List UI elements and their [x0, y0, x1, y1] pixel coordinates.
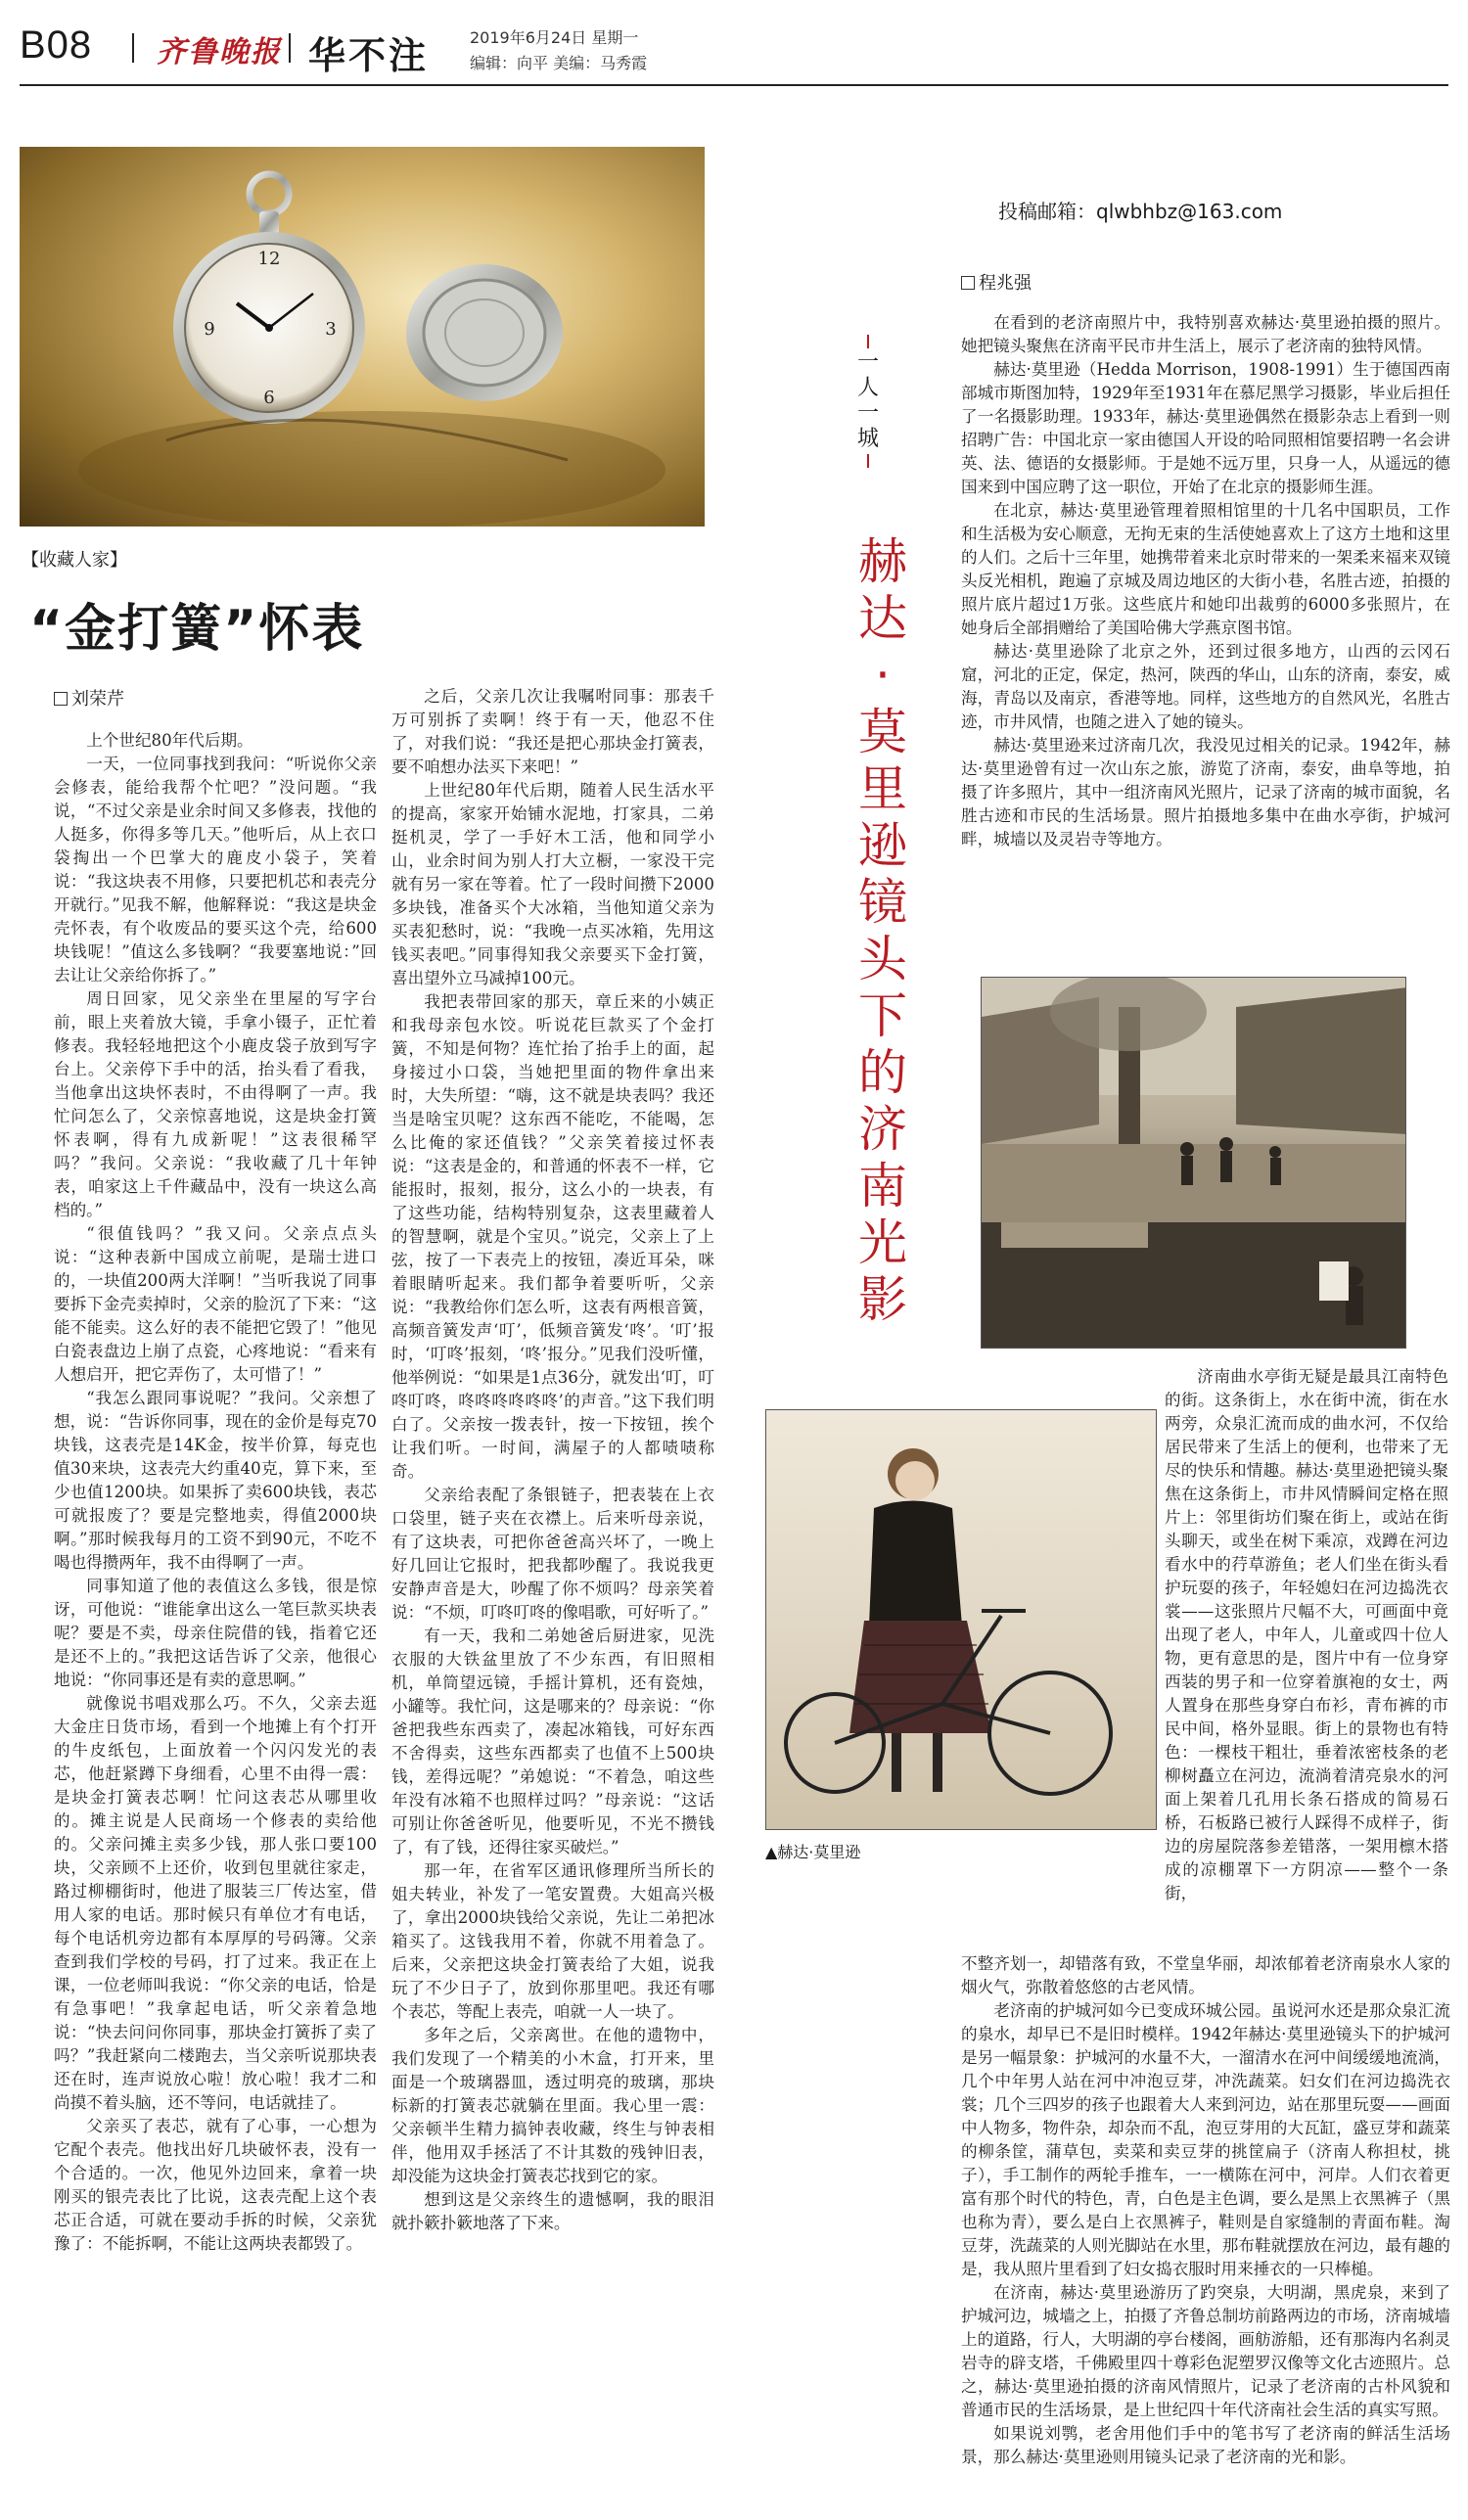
article-headline: “金打簧”怀表	[29, 600, 365, 659]
column-tag: 【收藏人家】	[22, 550, 127, 571]
article-column-1	[54, 729, 377, 2505]
paragraph: 父亲给表配了条银链子，把表装在上衣口袋里，链子夹在衣襟上。后来听母亲说，有了这块表，可把你爸爸高兴坏了，一晚上好几回让它报时，把我都吵醒了。我说我更安静声音是大，吵醒了你不烦吗？母亲笑着说：“不烦，叮咚叮咚的像唱歌，可好听了。”	[391, 1486, 714, 1622]
section-title: 华不注	[308, 34, 430, 77]
author-byline	[54, 685, 124, 710]
paragraph: 想到这是父亲终生的遗憾啊，我的眼泪就扑簌扑簌地落了下来。	[391, 2190, 714, 2232]
author-name: 程兆强	[979, 273, 1032, 294]
photo-caption: ▲赫达·莫里逊	[765, 1843, 861, 1861]
paragraph: 不整齐划一，却错落有致，不堂皇华丽，却浓郁着老济南泉水人家的烟火气，弥散着悠悠的古老风情。	[961, 1954, 1450, 1996]
paragraph: 赫达·莫里逊来过济南几次，我没见过相关的记录。1942年，赫达·莫里逊曾有过一次山东之旅，游览了济南，泰安，曲阜等地，拍摄了许多照片，其中一组济南风光照片，记录了济南的城市面貌，名胜古迹和市民的生活场景。照片拍摄地多集中在曲水亭街，护城河畔，城墙以及灵岩寺等地方。	[961, 736, 1450, 848]
page-header	[20, 18, 1448, 86]
divider	[289, 33, 291, 63]
paragraph: “很值钱吗？”我又问。父亲点点头说：“这种表新中国成立前呢，是瑞士进口的，一块值200两大洋啊！”当听我说了同事要拆下金壳卖掉时，父亲的脸沉了下来：“这能不能卖。这么好的表不能把它毁了！”他见白瓷表盘边上崩了点瓷，心疼地说：“看来有人想启开，把它弄伤了，太可惜了！”	[54, 1224, 377, 1384]
paragraph: “我怎么跟同事说呢？”我问。父亲想了想，说：“告诉你同事，现在的金价是每克70块钱，这表壳是14K金，按半价算，每克也值30来块，这表壳大约重40克，算下来，至少也值1200块。如果拆了卖600块钱，表芯可就报废了？要是完整地卖，得值2000块啊。”那时候我每月的工资不到90元，不吃不喝也得攒两年，我不由得啊了一声。	[54, 1389, 377, 1572]
article-column-top	[961, 311, 1450, 969]
paragraph: 老济南的护城河如今已变成环城公园。虽说河水还是那众泉汇流的泉水，却早已不是旧时模样。1942年赫达·莫里逊镜头下的护城河是另一幅景象：护城河的水量不大，一溜清水在河中间缓缓地流淌，几个中年男人站在河中冲泡豆芽，冲洗蔬菜。妇女们在河边捣洗衣裳；几个三四岁的孩子也跟着大人来到河边，站在那里玩耍——画面中人物多，物件杂，却杂而不乱，泡豆芽用的大瓦缸，盛豆芽和蔬菜的柳条筐，蒲草包，卖菜和卖豆芽的挑筐扁子（济南人称担杖，挑子），手工制作的两轮手推车，一一横陈在河中，河岸。人们衣着更富有那个时代的特色，青，白色是主色调，要么是黑上衣黑裤子（黑也称为青），要么是白上衣黑裤子，鞋则是自家缝制的青面布鞋。淘豆芽，洗蔬菜的人则光脚站在水里，那布鞋就摆放在河边，最有趣的是，我从照片里看到了妇女捣衣服时用来捶衣的一只棒槌。	[961, 2001, 1450, 2278]
svg-text:6: 6	[263, 388, 275, 408]
paragraph: 我把表带回家的那天，章丘来的小姨正和我母亲包水饺。听说花巨款买了个金打簧，不知是何物？连忙抬了抬手上的面，起身接过小口袋，当她把里面的物件拿出来时，大失所望：“嗨，这不就是块表吗？我还当是啥宝贝呢？这东西不能吃，不能喝，怎么比俺的家还值钱？”父亲笑着接过怀表说：“这表是金的，和普通的怀表不一样，它能报时，报刻，报分，这么小的一块表，有了这些功能，结构特别复杂，这表里藏着人的智慧啊，就是个宝贝。”说完，父亲上了上弦，按了一下表壳上的按钮，凑近耳朵，咪着眼睛听起来。我们都争着要听听，父亲说：“我教给你们怎么听，这表有两根音簧，高频音簧发声‘叮’，低频音簧发‘咚’。‘叮’报时，‘叮咚’报刻，‘咚’报分。”见我们没听懂，他举例说：“如果是1点36分，就发出‘叮，叮咚叮咚，咚咚咚咚咚咚’的声音。”这下我们明白了。父亲按一拨表针，按一下按钮，挨个让我们听。一时间，满屋子的人都啧啧称奇。	[391, 992, 714, 1481]
paragraph: 上世纪80年代后期，随着人民生活水平的提高，家家开始铺水泥地，打家具，二弟挺机灵，学了一手好木工活，他和同学小山，业余时间为别人打大立橱，一家没干完就有另一家在等着。忙了一段时间攒下2000多块钱，准备买个大冰箱，当他知道父亲为买表犯愁时，说：“我晚一点买冰箱，先用这钱买表吧。”同事得知我父亲要买下金打簧，喜出望外立马减掉100元。	[391, 781, 714, 987]
paragraph: 周日回家，见父亲坐在里屋的写字台前，眼上夹着放大镜，手拿小镊子，正忙着修表。我轻轻地把这个小鹿皮袋子放到写字台上。父亲停下手中的活，抬头看了看我，当他拿出这块怀表时，不由得啊了一声。我忙问怎么了，父亲惊喜地说，这是块金打簧怀表啊，得有九成新呢！”这表很稀罕吗？”我问。父亲说：“我收藏了几十年钟表，咱家这上千件藏品中，没有一块这么高档的。”	[54, 989, 377, 1219]
paragraph: 上个世纪80年代后期。	[86, 731, 253, 750]
paragraph: 济南曲水亭街无疑是最具江南特色的街。这条街上，水在街中流，街在水两旁，众泉汇流而成的曲水河，不仅给居民带来了生活上的便利，也带来了无尽的快乐和情趣。赫达·莫里逊把镜头聚焦在这条街上，市井风情瞬间定格在照片上：邻里街坊们聚在街上，或站在街头聊天，或坐在树下乘凉，戏蹲在河边看水中的荇草游鱼；老人们坐在街头看护玩耍的孩子，年轻媳妇在河边捣洗衣裳——这张照片尺幅不大，可画面中竟出现了老人，中年人，儿童或四十位人物，更有意思的是，图片中有一位身穿西装的男子和一位穿着旗袍的女士，两人置身在那些身穿白布衫，青布裤的市民中间，格外显眼。街上的景物也有特色：一棵枝干粗壮，垂着浓密枝条的老柳树矗立在河边，流淌着清亮泉水的河面上架着几孔用长条石搭成的简易石桥，石板路已被行人踩得不成样子，街边的房屋院落参差错落，一架用檩木搭成的凉棚罩下一方阴凉——整个一条街，	[1165, 1367, 1448, 1902]
svg-text:3: 3	[325, 319, 337, 340]
paragraph: 如果说刘鹗，老舍用他们手中的笔书写了老济南的鲜活生活场景，那么赫达·莫里逊则用镜头记录了老济南的光和影。	[961, 2424, 1450, 2466]
svg-text:12: 12	[257, 249, 281, 269]
tag-bar	[867, 454, 869, 468]
paragraph: 父亲买了表芯，就有了心事，一心想为它配个表壳。他找出好几块破怀表，没有一个合适的。一次，他见外边回来，拿着一块刚买的银壳表比了比说，这表壳配上这个表芯正合适，可就在要动手拆的时候，父亲犹豫了：不能拆啊，不能让这两块表都毁了。	[54, 2117, 377, 2253]
paragraph: 在看到的老济南照片中，我特别喜欢赫达·莫里逊拍摄的照片。她把镜头聚焦在济南平民市井生活上，展示了老济南的独特风情。	[961, 313, 1450, 355]
divider	[132, 33, 134, 63]
paragraph: 一天，一位同事找到我问：“听说你父亲会修表，能给我帮个忙吧？”没问题。“我说，“不过父亲是业余时间又多修表，找他的人挺多，你得多等几天。”他听后，从上衣口袋掏出一个巴掌大的鹿皮小袋子，笑着说：“我这块表不用修，只要把机芯和表壳分开就行。”见我不解，他解释说：“我这是块金壳怀表，有个收废品的要买这个壳，给600块钱呢！”值这么多钱啊？“我要塞地说：”回去让让父亲给你拆了。”	[54, 755, 377, 985]
page-number: B08	[20, 23, 93, 67]
article-headline-vertical: 赫达·莫里逊镜头下的济南光影	[858, 533, 907, 1328]
editor-credits: 编辑：向平 美编：马秀霞	[470, 54, 648, 72]
tag-bar	[867, 335, 869, 348]
paragraph: 赫达·莫里逊（Hedda Morrison，1908-1991）生于德国西南部城市斯图加特，1929年至1931年在慕尼黑学习摄影，毕业后担任了一名摄影助理。1933年，赫达·莫里逊偶然在摄影杂志上看到一则招聘广告：中国北京一家由德国人开设的哈同照相馆要招聘一名会讲英、法、德语的女摄影师。于是她不远万里，只身一人，从遥远的德国来到中国应聘了这一职位，开始了在北京的摄影师生涯。	[961, 360, 1450, 496]
byline-box-icon	[54, 692, 68, 706]
column-tag-text: 一人一城	[856, 350, 879, 451]
paragraph: 有一天，我和二弟她爸后厨进家，见洗衣服的大铁盆里放了不少东西，有旧照相机，单筒望远镜，手摇计算机，还有瓷烛，小罐等。我忙问，这是哪来的？母亲说：“你爸把我些东西卖了，凑起冰箱钱，可好东西不舍得卖，这些东西都卖了也值不上500块钱，差得远呢？”弟媳说：“不着急，咱这些年没有冰箱不也照样过吗？”母亲说：“这话可别让你爸爸听见，他要听见，不光不攒钱了，有了钱，还得往家买破烂。”	[391, 1627, 714, 1856]
article-column-mid	[1165, 1365, 1448, 1943]
paragraph: 在济南，赫达·莫里逊游历了趵突泉，大明湖，黑虎泉，来到了护城河边，城墙之上，拍摄了齐鲁总制坊前路两边的市场，济南城墙上的道路，行人，大明湖的亭台楼阁，画舫游船，还有那海内名刹灵岩寺的辟支塔，千佛殿里四十尊彩色泥塑罗汉像等文化古迹照片。总之，赫达·莫里逊拍摄的济南风情照片，记录了老济南的古朴风貌和普通市民的生活场景，是上世纪四十年代济南社会生活的真实写照。	[961, 2283, 1450, 2419]
paragraph: 之后，父亲几次让我嘱咐同事：那表千万可别拆了卖啊！终于有一天，他忍不住了，对我们说：“我还是把心那块金打簧表，要不咱想办法买下来吧！”	[391, 687, 714, 776]
street-scene-photo	[981, 977, 1406, 1349]
paragraph: 赫达·莫里逊除了北京之外，还到过很多地方，山西的云冈石窟，河北的正定，保定，热河，陕西的华山，山东的济南，泰安，威海，青岛以及南京，香港等地。同样，这些地方的自然风光，名胜古迹，市井风情，也随之进入了她的镜头。	[961, 642, 1450, 731]
article-column-bottom	[961, 1952, 1450, 2505]
newspaper-logo: 齐鲁晚报	[157, 35, 282, 69]
author-byline	[961, 269, 1032, 295]
column-tag-vertical	[853, 333, 883, 470]
svg-text:9: 9	[204, 319, 215, 340]
paragraph: 就像说书唱戏那么巧。不久，父亲去逛大金庄日货市场，看到一个地摊上有个打开的牛皮纸包，上面放着一个闪闪发光的表芯，他赶紧蹲下身细看，心里不由得一震：是块金打簧表芯啊！忙问这表芯从哪里收的。摊主说是人民商场一个修表的卖给他的。父亲问摊主卖多少钱，那人张口要100块，父亲顾不上还价，收到包里就往家走，路过柳棚街时，他进了服装三厂传达室，借用人家的电话。那时候只有单位才有电话，每个电话机旁边都有本厚厚的号码簿。父亲查到我们学校的号码，打了过来。我正在上课，一位老师叫我说：“你父亲的电话，恰是有急事吧！”我拿起电话，听父亲着急地说：“快去问问你同事，那块金打簧拆了卖了吗？”我赶紧向二楼跑去，当父亲听说那块表还在时，连声说放心啦！放心啦！我才二和尚摸不着头脑，还不等问，电话就挂了。	[54, 1694, 377, 2112]
portrait-photo	[765, 1409, 1157, 1830]
author-name: 刘荣芹	[71, 689, 124, 710]
pocket-watch-photo	[20, 147, 705, 527]
issue-date: 2019年6月24日 星期一	[470, 28, 639, 47]
article-column-2	[391, 685, 714, 2505]
paragraph: 那一年，在省军区通讯修理所当所长的姐夫转业，补发了一笔安置费。大姐高兴极了，拿出2000块钱给父亲说，先让二弟把冰箱买了。这钱我用不着，你就不用着急了。后来，父亲把这块金打簧表给了大姐，说我玩了不少日子了，放到你那里吧。我还有哪个表芯，等配上表壳，咱就一人一块了。	[391, 1861, 714, 2021]
submission-email: 投稿邮箱：qlwbhbz@163.com	[998, 200, 1283, 223]
byline-box-icon	[961, 276, 975, 290]
paragraph: 同事知道了他的表值这么多钱，很是惊讶，可他说：“谁能拿出这么一笔巨款买块表呢？要是不卖，母亲住院借的钱，指着它还是还不上的。”我把这话告诉了父亲，他很心地说：“你同事还是有卖的意思啊。”	[54, 1577, 377, 1689]
paragraph: 在北京，赫达·莫里逊管理着照相馆里的十几名中国职员，工作和生活极为安心顺意，无拘无束的生活使她喜欢上了这方土地和这里的人们。之后十三年里，她携带着来北京时带来的一架柔来福来双镜头反光相机，跑遍了京城及周边地区的大街小巷，名胜古迹，拍摄的照片底片超过1万张。这些底片和她印出裁剪的6000多张照片，在她身后全部捐赠给了美国哈佛大学燕京图书馆。	[961, 501, 1450, 637]
paragraph: 多年之后，父亲离世。在他的遗物中，我们发现了一个精美的小木盒，打开来，里面是一个玻璃器皿，透过明亮的玻璃，那块标新的打簧表芯就躺在里面。我心里一震：父亲顿半生精力搞钟表收藏，终生与钟表相伴，他用双手拯活了不计其数的残钟旧表，却没能为这块金打簧表芯找到它的家。	[391, 2026, 714, 2185]
